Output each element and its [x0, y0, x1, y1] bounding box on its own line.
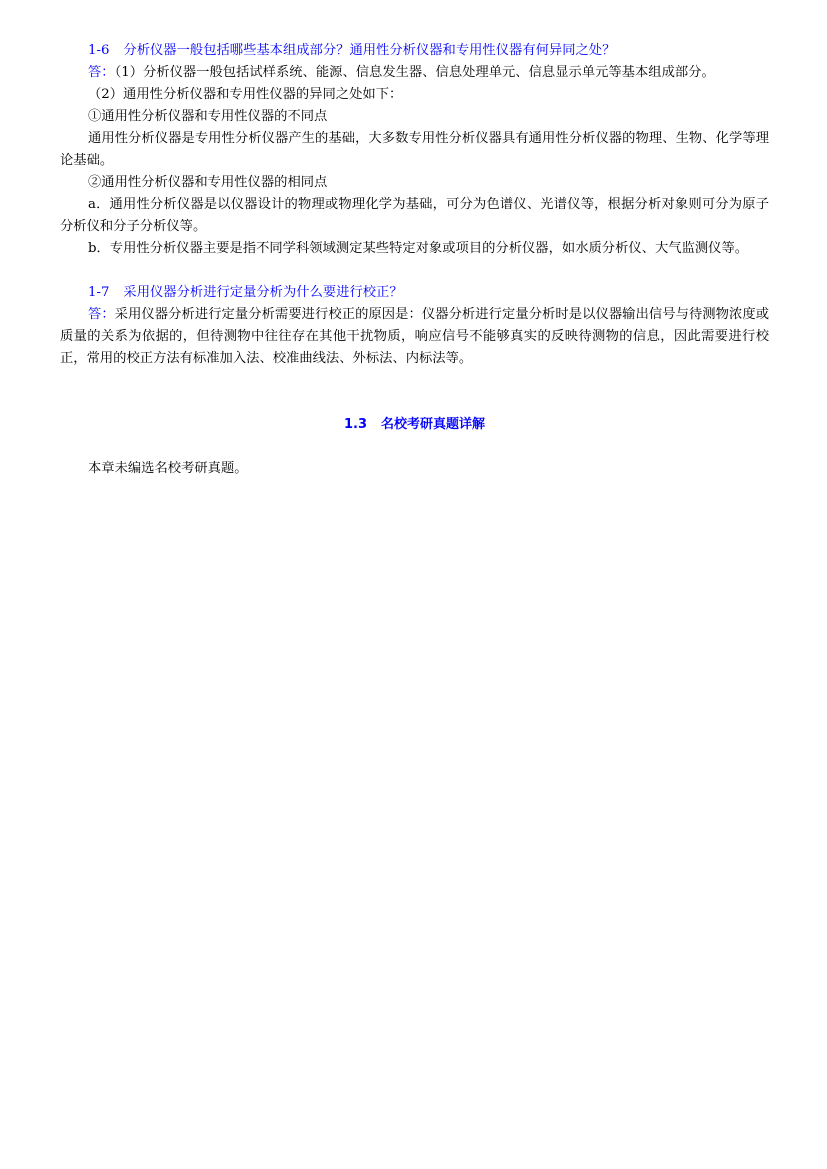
answer-1-6-paragraph-1 [60, 62, 769, 84]
answer-label: 答： [88, 307, 115, 322]
question-number: 1-7 [88, 285, 110, 300]
spacer [60, 260, 769, 282]
section-heading [60, 414, 769, 436]
answer-1-7 [60, 304, 769, 370]
question-text: 采用仪器分析进行定量分析为什么要进行校正？ [123, 285, 403, 300]
section-title: 名校考研真题详解 [381, 417, 486, 432]
answer-text: 采用仪器分析进行定量分析需要进行校正的原因是：仪器分析进行定量分析时是以仪器输出信号与待测物浓度或质量的关系为依据的，但待测物中往往存在其他干扰物质，响应信号不能够真实的反映待测物的信息，因此需要进行校正，常用的校正方法有标准加入法、校准曲线法、外标法、内标法等。 [60, 307, 770, 366]
answer-1-6-paragraph-7: b．专用性分析仪器主要是指不同学科领域测定某些特定对象或项目的分析仪器，如水质分析仪、大气监测仪等。 [88, 241, 749, 256]
spacer [60, 370, 769, 414]
answer-text: （1）分析仪器一般包括试样系统、能源、信息发生器、信息处理单元、信息显示单元等基本组成部分。 [114, 65, 715, 80]
answer-1-6-paragraph-2: （2）通用性分析仪器和专用性仪器的异同之处如下： [88, 87, 403, 102]
answer-1-6-paragraph-5: ②通用性分析仪器和专用性仪器的相同点 [88, 175, 328, 190]
document-page [60, 40, 769, 480]
section-number: 1.3 [343, 417, 367, 432]
question-1-6 [60, 40, 769, 62]
question-text: 分析仪器一般包括哪些基本组成部分？通用性分析仪器和专用性仪器有何异同之处？ [123, 43, 616, 58]
spacer [60, 436, 769, 458]
question-1-7 [60, 282, 769, 304]
answer-1-6-paragraph-3: ①通用性分析仪器和专用性仪器的不同点 [88, 109, 328, 124]
question-number: 1-6 [88, 43, 110, 58]
section-note: 本章未编选名校考研真题。 [88, 461, 248, 476]
answer-1-6-paragraph-6: a．通用性分析仪器是以仪器设计的物理或物理化学为基础，可分为色谱仪、光谱仪等，根据分析对象则可分为原子分析仪和分子分析仪等。 [60, 197, 769, 234]
answer-1-6-paragraph-4: 通用性分析仪器是专用性分析仪器产生的基础，大多数专用性分析仪器具有通用性分析仪器的物理、生物、化学等理论基础。 [60, 131, 769, 168]
answer-label: 答： [88, 65, 115, 80]
